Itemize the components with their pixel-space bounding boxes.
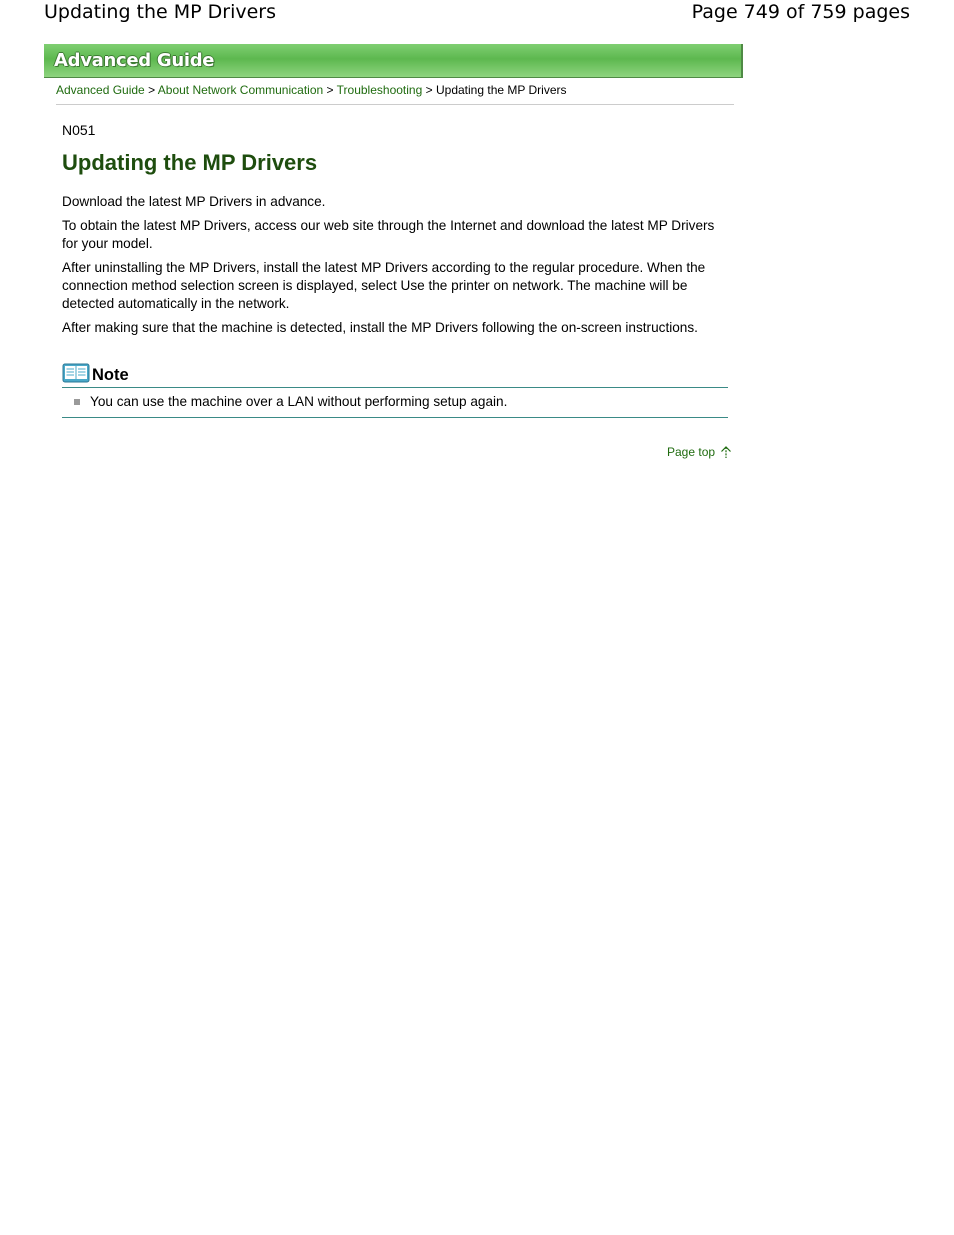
page-top-label: Page top (667, 445, 716, 459)
breadcrumb-link-about-network-communication[interactable]: About Network Communication (157, 83, 324, 97)
square-bullet-icon (74, 399, 80, 405)
note-block (62, 362, 728, 418)
print-header (0, 0, 954, 28)
paragraph: To obtain the latest MP Drivers, access our web site through the Internet and download the latest MP Drivers for your model. (62, 218, 715, 251)
breadcrumb (56, 83, 734, 105)
paragraph: After making sure that the machine is detected, install the MP Drivers following the on-screen instructions. (62, 320, 698, 335)
paragraph: After uninstalling the MP Drivers, install the latest MP Drivers according to the regular procedure. When the connection method selection screen is displayed, select Use the printer on network. The machine will be detected automatically in the network. (62, 260, 706, 311)
banner-label: Advanced Guide (54, 50, 215, 71)
breadcrumb-link-troubleshooting[interactable]: Troubleshooting (336, 83, 423, 97)
note-label: Note (92, 366, 129, 384)
paragraph: Download the latest MP Drivers in advance. (62, 194, 326, 209)
note-list-item (62, 393, 728, 410)
book-icon (62, 362, 90, 384)
breadcrumb-separator: > (148, 83, 156, 97)
page-title: Updating the MP Drivers (62, 150, 318, 175)
arrow-up-icon (720, 445, 732, 459)
breadcrumb-link-advanced-guide[interactable]: Advanced Guide (56, 83, 145, 97)
print-header-page-info: Page 749 of 759 pages (691, 1, 910, 23)
print-header-title: Updating the MP Drivers (44, 1, 277, 23)
breadcrumb-separator: > (326, 83, 334, 97)
article-code: N051 (62, 122, 96, 138)
page-top-link[interactable] (667, 445, 732, 459)
note-item-text: You can use the machine over a LAN without performing setup again. (90, 394, 508, 409)
note-header (62, 362, 728, 388)
article-body (62, 193, 722, 343)
advanced-guide-banner (44, 44, 743, 78)
breadcrumb-current: Updating the MP Drivers (435, 83, 567, 97)
breadcrumb-separator: > (425, 83, 433, 97)
note-body (62, 388, 728, 418)
